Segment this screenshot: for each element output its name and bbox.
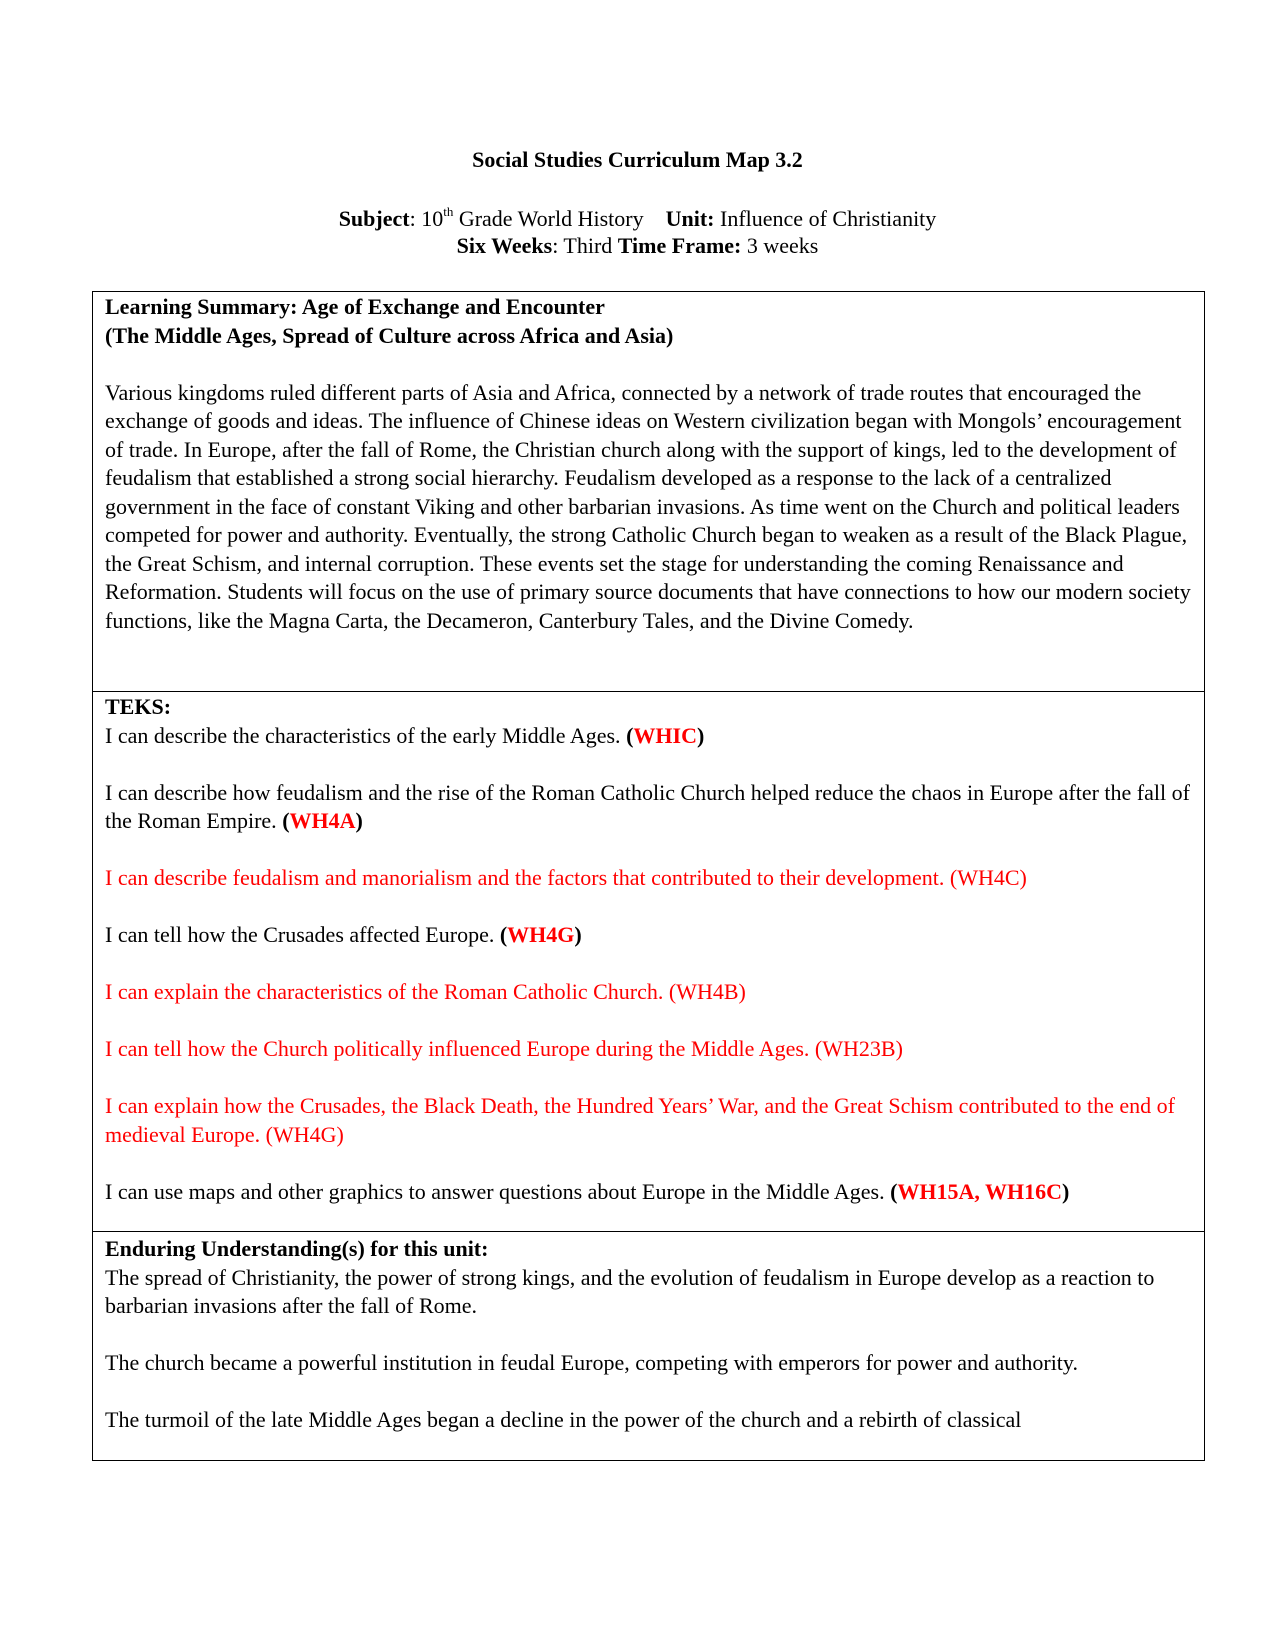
six-weeks-label: Six Weeks: [456, 233, 553, 258]
teks-item: I can describe the characteristics of the early Middle Ages. (WHIC): [105, 722, 705, 748]
subject-value: Grade World History: [453, 206, 644, 231]
subject-line: [0, 205, 1275, 233]
enduring-item: The church became a powerful institution in feudal Europe, competing with emperors for power and authority.: [105, 1350, 1078, 1375]
teks-code: WH4G: [507, 922, 575, 947]
teks-code: WH4A: [289, 808, 356, 833]
grade-number: 10: [421, 206, 444, 231]
teks-item-highlighted: I can describe feudalism and manorialism and the factors that contributed to their development. (WH4C): [105, 865, 1027, 890]
enduring-understanding-section: [93, 1232, 1204, 1435]
teks-heading: TEKS:: [105, 694, 172, 719]
six-weeks-value: : Third: [552, 233, 618, 258]
teks-item-highlighted: I can explain the characteristics of the Roman Catholic Church. (WH4B): [105, 979, 746, 1004]
learning-summary-body: Various kingdoms ruled different parts of Asia and Africa, connected by a network of trade routes that encouraged the exchange of goods and ideas. The influence of Chinese ideas on Western civilization began with Mongols’ encouragement of trade. In Europe, after the fall of Rome, the Christian church along with the support of kings, led to the development of feudalism that established a strong social hierarchy. Feudalism developed as a response to the lack of a centralized government in the face of constant Viking and other barbarian invasions. As time went on the Church and political leaders competed for power and authority. Eventually, the strong Catholic Church began to weaken as a result of the Black Plague, the Great Schism, and internal corruption. These events set the stage for understanding the coming Renaissance and Reformation. Students will focus on the use of primary source documents that have connections to how our modern society functions, like the Magna Carta, the Decameron, Canterbury Tales, and the Divine Comedy.: [105, 379, 1191, 633]
teks-section: [93, 692, 1204, 1232]
teks-item-highlighted: I can explain how the Crusades, the Black Death, the Hundred Years’ War, and the Great Schism contributed to the end of medieval Europe. (WH4G): [105, 1093, 1175, 1147]
learning-summary-subheading: (The Middle Ages, Spread of Culture across Africa and Asia): [105, 322, 674, 348]
curriculum-table: [92, 291, 1205, 1461]
teks-code: WHIC: [633, 722, 697, 748]
teks-item-highlighted: I can tell how the Church politically influenced Europe during the Middle Ages. (WH23B): [105, 1036, 903, 1061]
learning-summary-heading: Learning Summary: Age of Exchange and Encounter: [105, 294, 605, 319]
teks-item: I can tell how the Crusades affected Europe. (WH4G): [105, 922, 582, 947]
unit-label: Unit:: [665, 206, 715, 231]
page-title: Social Studies Curriculum Map 3.2: [472, 147, 803, 172]
time-frame-label: Time Frame:: [617, 233, 742, 258]
subject-separator: :: [409, 206, 422, 231]
schedule-line: [0, 232, 1275, 260]
time-frame-value: 3 weeks: [741, 233, 819, 258]
enduring-item: The turmoil of the late Middle Ages began a decline in the power of the church and a rebirth of classical: [105, 1407, 1022, 1432]
enduring-item: The spread of Christianity, the power of strong kings, and the evolution of feudalism in Europe develop as a reaction to barbarian invasions after the fall of Rome.: [105, 1264, 1155, 1318]
teks-item: I can use maps and other graphics to answer questions about Europe in the Middle Ages. (WH15A, WH16C): [105, 1178, 1070, 1204]
enduring-understanding-heading: Enduring Understanding(s) for this unit:: [105, 1236, 489, 1261]
subject-label: Subject: [338, 206, 410, 231]
teks-code: WH15A, WH16C: [897, 1178, 1063, 1204]
grade-suffix: th: [443, 203, 454, 219]
learning-summary-section: [93, 292, 1204, 692]
teks-item: I can describe how feudalism and the rise of the Roman Catholic Church helped reduce the chaos in Europe after the fall of the Roman Empire. (WH4A): [105, 779, 1190, 833]
unit-value: Influence of Christianity: [714, 206, 937, 231]
